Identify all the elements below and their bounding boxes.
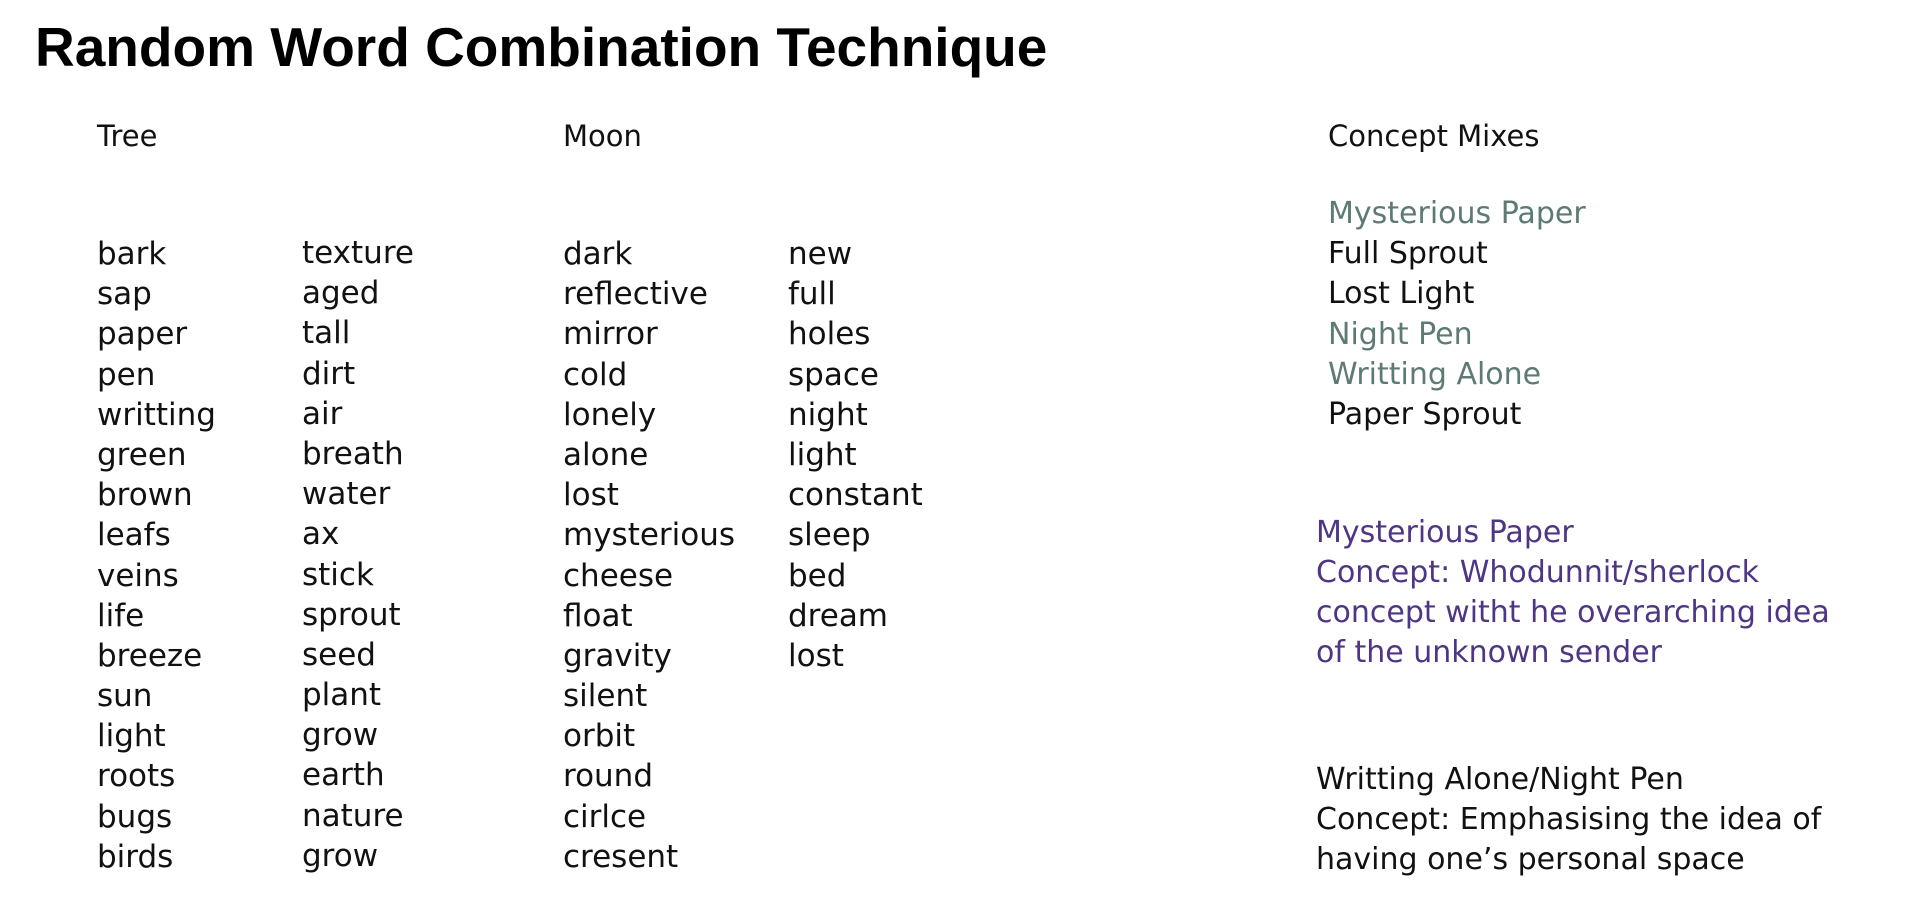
word-item: cheese bbox=[563, 557, 674, 594]
concept-mix-item: Night Pen bbox=[1328, 316, 1473, 352]
concept-mix-item: Mysterious Paper bbox=[1328, 196, 1586, 231]
word-item: sap bbox=[97, 276, 152, 313]
word-item: aged bbox=[302, 275, 380, 312]
moon-words-column-2 bbox=[788, 234, 923, 676]
word-item: breeze bbox=[97, 637, 203, 674]
concept-mixes-heading: Concept Mixes bbox=[1328, 119, 1540, 153]
word-item: sleep bbox=[788, 517, 871, 554]
tree-words-column-1 bbox=[97, 234, 216, 877]
word-item: bed bbox=[788, 557, 847, 594]
concept-line: concept witht he overarching idea bbox=[1316, 595, 1830, 630]
word-item: air bbox=[302, 395, 343, 432]
word-item: leafs bbox=[97, 517, 171, 554]
concept-title: Mysterious Paper bbox=[1316, 515, 1574, 550]
word-item: grow bbox=[302, 837, 379, 874]
word-item: green bbox=[97, 436, 187, 473]
word-item: dark bbox=[563, 236, 633, 272]
word-item: breath bbox=[302, 435, 404, 472]
concept-mix-item: Writting Alone bbox=[1328, 356, 1542, 392]
concept-mix-item: Paper Sprout bbox=[1328, 396, 1522, 432]
word-item: cresent bbox=[563, 838, 679, 875]
word-item: pen bbox=[97, 356, 156, 393]
word-item: round bbox=[563, 758, 654, 795]
word-item: grow bbox=[302, 717, 379, 754]
word-item: brown bbox=[97, 477, 193, 514]
word-item: dirt bbox=[302, 355, 356, 392]
word-item: veins bbox=[97, 557, 179, 594]
concept-mixes-list bbox=[1328, 194, 1586, 435]
word-item: full bbox=[788, 276, 836, 313]
word-item: ax bbox=[302, 516, 340, 553]
word-item: silent bbox=[563, 678, 648, 715]
word-item: cirlce bbox=[563, 798, 647, 835]
word-item: new bbox=[788, 236, 853, 272]
concept-description-writting-alone bbox=[1316, 760, 1821, 880]
concept-line: of the unknown sender bbox=[1316, 635, 1663, 670]
concept-title: Writting Alone/Night Pen bbox=[1316, 762, 1684, 797]
word-item: alone bbox=[563, 436, 649, 473]
concept-description-mysterious-paper bbox=[1316, 513, 1830, 673]
tree-words-column-2 bbox=[302, 233, 414, 876]
word-item: light bbox=[788, 436, 857, 473]
word-item: constant bbox=[788, 477, 923, 514]
word-item: birds bbox=[97, 838, 174, 875]
word-item: nature bbox=[302, 797, 404, 834]
moon-words-column-1 bbox=[563, 234, 735, 877]
word-item: mysterious bbox=[563, 517, 736, 554]
word-item: gravity bbox=[563, 637, 672, 674]
word-item: paper bbox=[97, 316, 188, 353]
concept-line: having one’s personal space bbox=[1316, 842, 1745, 877]
word-item: lost bbox=[563, 477, 619, 514]
word-item: cold bbox=[563, 356, 628, 393]
word-item: holes bbox=[788, 316, 871, 353]
word-item: sun bbox=[97, 678, 153, 715]
word-item: night bbox=[788, 396, 868, 433]
word-item: roots bbox=[97, 758, 176, 795]
page-title: Random Word Combination Technique bbox=[35, 16, 1048, 78]
word-item: dream bbox=[788, 597, 889, 634]
concept-line: Concept: Whodunnit/sherlock bbox=[1316, 555, 1760, 590]
word-item: space bbox=[788, 356, 879, 393]
concept-mix-item: Full Sprout bbox=[1328, 236, 1488, 272]
word-item: seed bbox=[302, 636, 376, 673]
moon-heading: Moon bbox=[563, 119, 642, 153]
word-item: lost bbox=[788, 637, 844, 674]
word-item: bark bbox=[97, 236, 167, 272]
word-item: sprout bbox=[302, 596, 401, 633]
tree-heading: Tree bbox=[97, 119, 158, 153]
word-item: orbit bbox=[563, 718, 636, 755]
word-item: plant bbox=[302, 677, 382, 714]
word-item: reflective bbox=[563, 276, 708, 313]
word-item: writting bbox=[97, 396, 216, 433]
word-item: water bbox=[302, 476, 391, 513]
word-item: mirror bbox=[563, 316, 658, 353]
word-item: life bbox=[97, 597, 145, 634]
word-item: tall bbox=[302, 315, 351, 352]
word-item: texture bbox=[302, 235, 414, 271]
word-item: earth bbox=[302, 757, 385, 794]
concept-line: Concept: Emphasising the idea of bbox=[1316, 802, 1822, 837]
word-item: light bbox=[97, 718, 166, 755]
word-item: stick bbox=[302, 556, 374, 593]
word-item: lonely bbox=[563, 396, 657, 433]
concept-mix-item: Lost Light bbox=[1328, 276, 1475, 312]
word-item: float bbox=[563, 597, 633, 634]
word-item: bugs bbox=[97, 798, 173, 835]
